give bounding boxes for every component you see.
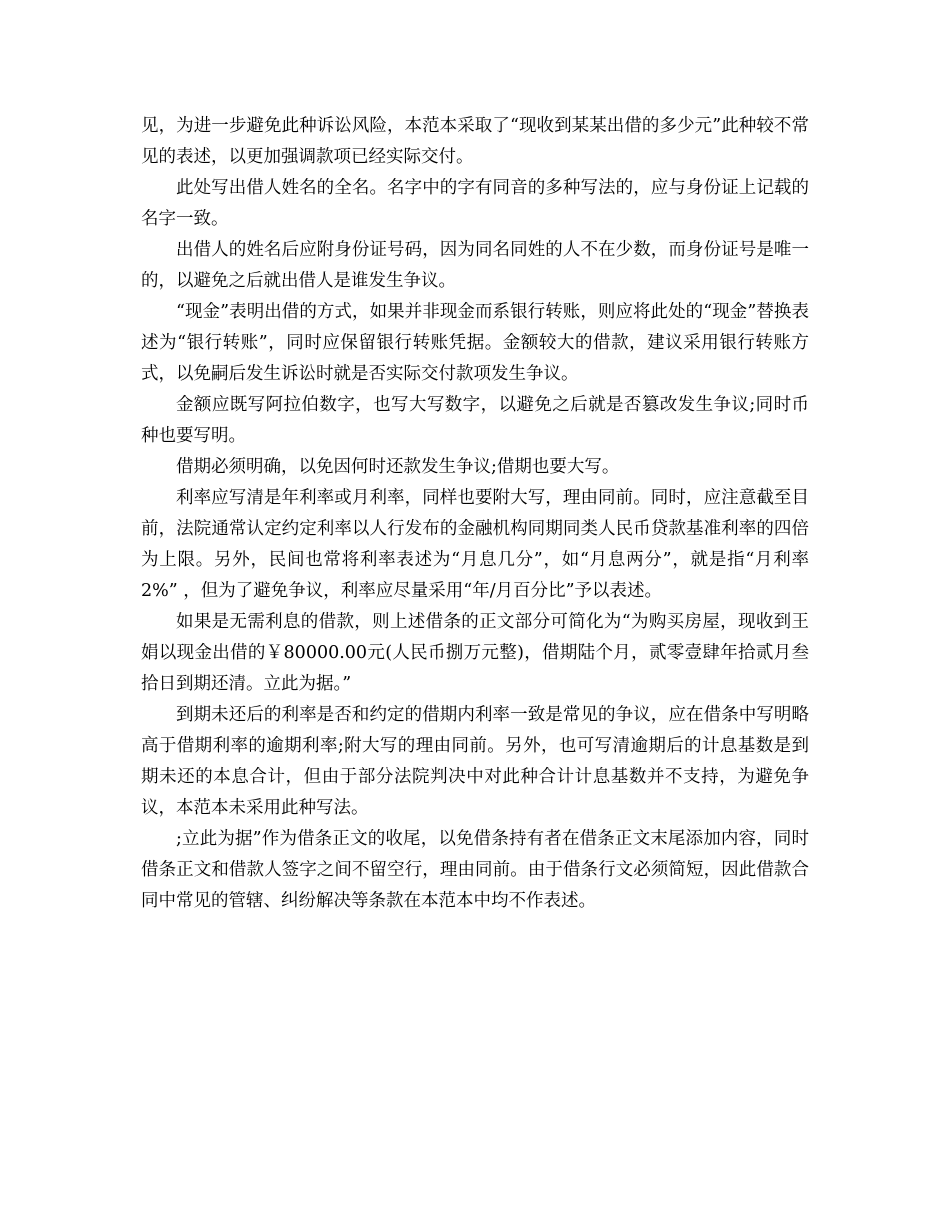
paragraph: ;立此为据”作为借条正文的收尾，以免借条持有者在借条正文末尾添加内容，同时借条正文和借款人签字之间不留空行，理由同前。由于借条行文必须简短，因此借款合同中常见的管辖、纠纷解决等条款在本范本中均不作表述。 — [141, 829, 809, 911]
paragraph: 到期未还后的利率是否和约定的借期内利率一致是常见的争议，应在借条中写明略高于借期利率的逾期利率;附大写的理由同前。另外，也可写清逾期后的计息基数是到期未还的本息合计，但由于部分法院判决中对此种合计计息基数并不支持，为避免争议，本范本未采用此种写法。 — [141, 705, 809, 818]
paragraph: “现金”表明出借的方式，如果并非现金而系银行转账，则应将此处的“现金”替换表述为“银行转账”，同时应保留银行转账凭据。金额较大的借款，建议采用银行转账方式，以免嗣后发生诉讼时就是否实际交付款项发生争议。 — [141, 302, 809, 384]
paragraph: 利率应写清是年利率或月利率，同样也要附大写，理由同前。同时，应注意截至目前，法院通常认定约定利率以人行发布的金融机构同期同类人民币贷款基准利率的四倍为上限。另外，民间也常将利率表述为“月息几分”，如“月息两分”，就是指“月利率 2%” ，但为了避免争议，利率应尽量采用“年/月百分比”予以表述。 — [141, 488, 809, 601]
paragraph: 借期必须明确，以免因何时还款发生争议;借期也要大写。 — [176, 457, 620, 477]
document-body — [141, 111, 809, 917]
paragraph: 出借人的姓名后应附身份证号码，因为同名同姓的人不在少数，而身份证号是唯一的，以避免之后就出借人是谁发生争议。 — [141, 240, 809, 291]
paragraph: 如果是无需利息的借款，则上述借条的正文部分可简化为“为购买房屋，现收到王娟以现金出借的￥80000.00元(人民币捌万元整)，借期陆个月，贰零壹肆年拾贰月叁拾日到期还清。立此为据。” — [141, 612, 809, 694]
paragraph: 金额应既写阿拉伯数字，也写大写数字，以避免之后就是否篡改发生争议;同时币种也要写明。 — [141, 395, 809, 446]
paragraph: 此处写出借人姓名的全名。名字中的字有同音的多种写法的，应与身份证上记载的名字一致。 — [141, 178, 809, 229]
paragraph: 见，为进一步避免此种诉讼风险，本范本采取了“现收到某某出借的多少元”此种较不常见的表述，以更加强调款项已经实际交付。 — [141, 116, 809, 167]
